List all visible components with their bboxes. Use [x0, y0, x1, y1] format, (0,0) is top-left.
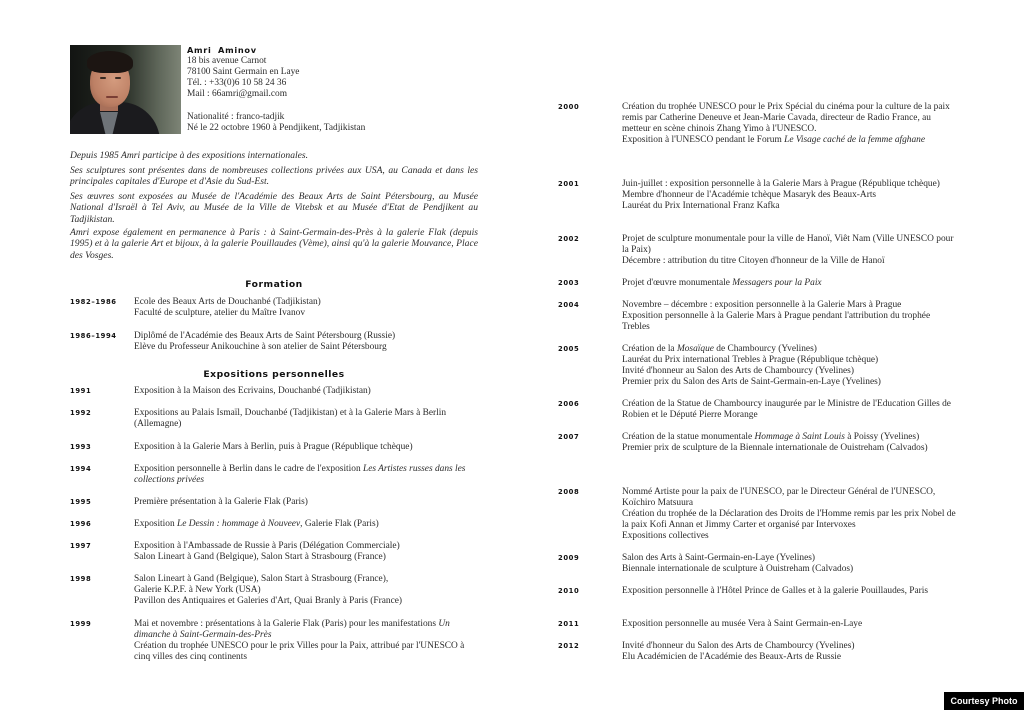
entry-text: Projet d'œuvre monumentale [622, 278, 733, 288]
address-line: 78100 Saint Germain en Laye [187, 67, 300, 77]
entry-line: Faculté de sculpture, atelier du Maître Ivanov [134, 308, 306, 318]
entry-line: Salon Lineart à Gand (Belgique), Salon Start à Strasbourg (France), [134, 574, 389, 584]
phone-line: Tél. : +33(0)6 10 58 24 36 [187, 78, 287, 88]
formation-heading: Formation [245, 279, 303, 290]
entry-line: Création de la Statue de Chambourcy inaugurée par le Ministre de l'Education Gilles de Robien et le Député Pierre Morange [622, 399, 951, 420]
email-line: Mail : 66amri@gmail.com [187, 89, 288, 99]
timeline-year: 2011 [558, 620, 580, 628]
entry-line: Elève du Professeur Anikouchine à son atelier de Saint Pétersbourg [134, 342, 387, 352]
entry-line: Elu Académicien de l'Académie des Beaux-Arts de Russie [622, 652, 842, 662]
address-line: 18 bis avenue Carnot [187, 56, 267, 66]
entry-line: Première présentation à la Galerie Flak (Paris) [134, 497, 308, 507]
formation-year: 1982–1986 [70, 298, 117, 306]
entry-title: Un dimanche à Saint-Germain-des-Près [134, 619, 450, 640]
entry-line: Nommé Artiste pour la paix de l'UNESCO, par le Directeur Général de l'UNESCO, Koïchiro Matsuura [622, 487, 936, 508]
entry-line [134, 464, 478, 486]
timeline-entry [622, 641, 957, 663]
timeline-entry [622, 278, 957, 289]
timeline-year: 2008 [558, 488, 580, 496]
entry-title: Messagers pour la Paix [732, 278, 822, 288]
entry-line: Exposition à la Galerie Mars à Berlin, puis à Prague (République tchèque) [134, 442, 413, 452]
timeline-year: 2002 [558, 235, 580, 243]
exposition-entry [134, 574, 478, 607]
timeline-year: 2009 [558, 554, 580, 562]
entry-line: Exposition personnelle à l'Hôtel Prince de Galles et à la galerie Pouillaudes, Paris [622, 586, 929, 596]
timeline-entry [622, 344, 957, 388]
entry-line: Création du trophée UNESCO pour le prix Villes pour la Paix, attribué par l'UNESCO à cinq villes des cinq continents [134, 641, 465, 662]
birth-line: Né le 22 octobre 1960 à Pendjikent, Tadjikistan [187, 123, 366, 133]
timeline-year: 2003 [558, 279, 580, 287]
photo-credit-badge: Courtesy Photo [944, 692, 1024, 710]
expositions-heading: Expositions personnelles [203, 369, 345, 380]
entry-text: Exposition personnelle à Berlin dans le cadre de l'exposition [134, 464, 363, 474]
entry-text: de Chambourcy (Yvelines) [713, 344, 817, 354]
exposition-entry [134, 442, 478, 453]
entry-title: Hommage à Saint Louis [754, 432, 845, 442]
entry-title: Mosaïque [676, 344, 714, 354]
entry-line: Ecole des Beaux Arts de Douchanbé (Tadjikistan) [134, 297, 321, 307]
timeline-year: 2005 [558, 345, 580, 353]
timeline-year: 2004 [558, 301, 580, 309]
entry-line: Invité d'honneur au Salon des Arts de Chambourcy (Yvelines) [622, 366, 854, 376]
entry-line: Galerie K.P.F. à New York (USA) [134, 585, 261, 595]
exposition-year: 1992 [70, 409, 92, 417]
intro-paragraph: Amri expose également en permanence à Paris : à Saint-Germain-des-Près à la galerie Flak (depuis 1995) et à la galerie Art et bijoux, à la galerie Pouillaudes (Vème), ainsi qu'à la galerie Mouvance, Place des Vosges. [70, 227, 478, 261]
entry-line: Juin-juillet : exposition personnelle à la Galerie Mars à Prague (République tchèque) [622, 179, 940, 189]
entry-line [622, 344, 957, 355]
entry-line: Exposition personnelle à la Galerie Mars à Prague pendant l'attribution du trophée Trebles [622, 311, 931, 332]
timeline-entry [622, 619, 957, 630]
formation-year: 1986–1994 [70, 332, 117, 340]
entry-line: Pavillon des Antiquaires et Galeries d'Art, Quai Branly à Paris (France) [134, 596, 403, 606]
entry-line [622, 135, 957, 146]
exposition-entry [134, 519, 478, 530]
photo-mouth [106, 96, 118, 98]
portrait-photo [70, 45, 181, 134]
entry-line: Projet de sculpture monumentale pour la ville de Hanoï, Viêt Nam (Ville UNESCO pour la Paix) [622, 234, 954, 255]
entry-line: Membre d'honneur de l'Académie tchèque Masaryk des Beaux-Arts [622, 190, 877, 200]
entry-text: Exposition [134, 519, 177, 529]
timeline-year: 2012 [558, 642, 580, 650]
entry-line: Création du trophée UNESCO pour le Prix Spécial du cinéma pour la culture de la paix remis par Catherine Deneuve et Jean-Marie Cavada, directeur de Radio France, au metteur en scène chinois Zhang Yimo à l'UNESCO. [622, 102, 950, 134]
contact-block [187, 45, 299, 100]
photo-hair [87, 51, 133, 73]
entry-line: Biennale internationale de sculpture à Ouistreham (Calvados) [622, 564, 854, 574]
entry-text: à Poissy (Yvelines) [844, 432, 920, 442]
entry-line: Décembre : attribution du titre Citoyen d'honneur de la Ville de Hanoï [622, 256, 885, 266]
exposition-entry [134, 541, 478, 563]
entry-text: , Galerie Flak (Paris) [300, 519, 379, 529]
intro-paragraph: Depuis 1985 Amri participe à des expositions internationales. [70, 150, 309, 161]
timeline-entry [622, 553, 957, 575]
exposition-entry [134, 386, 478, 397]
timeline-entry [622, 179, 957, 212]
timeline-year: 2010 [558, 587, 580, 595]
exposition-entry [134, 464, 478, 486]
entry-title: Le Dessin : hommage à Nouveev [176, 519, 301, 529]
entry-line: Expositions au Palais Ismaïl, Douchanbé (Tadjikistan) et à la Galerie Mars à Berlin (Allemagne) [134, 408, 447, 429]
formation-entry [134, 331, 478, 353]
exposition-year: 1993 [70, 443, 92, 451]
timeline-entry [622, 586, 957, 597]
entry-line [134, 619, 478, 641]
entry-text: Création de la statue monumentale [622, 432, 755, 442]
timeline-year: 2001 [558, 180, 580, 188]
intro-paragraph: Ses sculptures sont présentes dans de nombreuses collections privées aux USA, au Canada et dans les principales capitales d'Europe et d'Asie du Sud-Est. [70, 165, 478, 188]
timeline-year: 2000 [558, 103, 580, 111]
timeline-entry [622, 399, 957, 421]
entry-text: Mai et novembre : présentations à la Galerie Flak (Paris) pour les manifestations [134, 619, 439, 629]
entry-line: Salon Lineart à Gand (Belgique), Salon Start à Strasbourg (France) [134, 552, 386, 562]
timeline-entry [622, 300, 957, 333]
timeline-entry [622, 102, 957, 146]
entry-line [134, 519, 478, 530]
photo-eye [100, 77, 106, 79]
entry-line: Novembre – décembre : exposition personnelle à la Galerie Mars à Prague [622, 300, 902, 310]
entry-line: Exposition personnelle au musée Vera à Saint Germain-en-Laye [622, 619, 863, 629]
entry-line: Diplômé de l'Académie des Beaux Arts de Saint Pétersbourg (Russie) [134, 331, 396, 341]
exposition-year: 1994 [70, 465, 92, 473]
entry-line [622, 432, 957, 443]
formation-entry [134, 297, 478, 319]
entry-line: Expositions collectives [622, 531, 709, 541]
entry-line: Invité d'honneur du Salon des Arts de Chambourcy (Yvelines) [622, 641, 855, 651]
entry-text: Création de la [622, 344, 677, 354]
exposition-entry [134, 497, 478, 508]
timeline-entry [622, 432, 957, 454]
timeline-year: 2006 [558, 400, 580, 408]
exposition-entry [134, 408, 478, 430]
entry-title: Le Visage caché de la femme afghane [784, 135, 926, 145]
entry-title: Les Artistes russes dans les collections privées [134, 464, 466, 485]
entry-line: Exposition à la Maison des Ecrivains, Douchanbé (Tadjikistan) [134, 386, 371, 396]
artist-name: Amri Aminov [187, 45, 257, 55]
entry-line [622, 278, 957, 289]
exposition-year: 1999 [70, 620, 92, 628]
exposition-year: 1991 [70, 387, 92, 395]
timeline-year: 2007 [558, 433, 580, 441]
entry-line: Premier prix de sculpture de la Biennale internationale de Ouistreham (Calvados) [622, 443, 928, 453]
photo-eye [115, 77, 121, 79]
entry-line: Lauréat du Prix International Franz Kafka [622, 201, 780, 211]
identity-block [187, 112, 365, 134]
entry-line: Salon des Arts à Saint-Germain-en-Laye (Yvelines) [622, 553, 816, 563]
entry-line: Création du trophée de la Déclaration des Droits de l'Homme remis par les prix Nobel de la paix Kofi Annan et Jimmy Carter et organisé par Intervoxes [622, 509, 956, 530]
entry-line: Lauréat du Prix international Trebles à Prague (République tchèque) [622, 355, 879, 365]
nationality-line: Nationalité : franco-tadjik [187, 112, 285, 122]
exposition-year: 1996 [70, 520, 92, 528]
entry-text: Exposition à l'UNESCO pendant le Forum [622, 135, 785, 145]
exposition-year: 1998 [70, 575, 92, 583]
timeline-entry [622, 487, 957, 542]
exposition-entry [134, 619, 478, 663]
timeline-entry [622, 234, 957, 267]
entry-line: Premier prix du Salon des Arts de Saint-Germain-en-Laye (Yvelines) [622, 377, 881, 387]
intro-paragraph: Ses œuvres sont exposées au Musée de l'Académie des Beaux Arts de Saint Pétersbourg, au Musée National d'Israël à Tel Aviv, au Musée de la Ville de Vitebsk et au Musée d'Etat de Pendjikent au Tadjikistan. [70, 191, 478, 225]
entry-line: Exposition à l'Ambassade de Russie à Paris (Délégation Commerciale) [134, 541, 400, 551]
exposition-year: 1995 [70, 498, 92, 506]
exposition-year: 1997 [70, 542, 92, 550]
